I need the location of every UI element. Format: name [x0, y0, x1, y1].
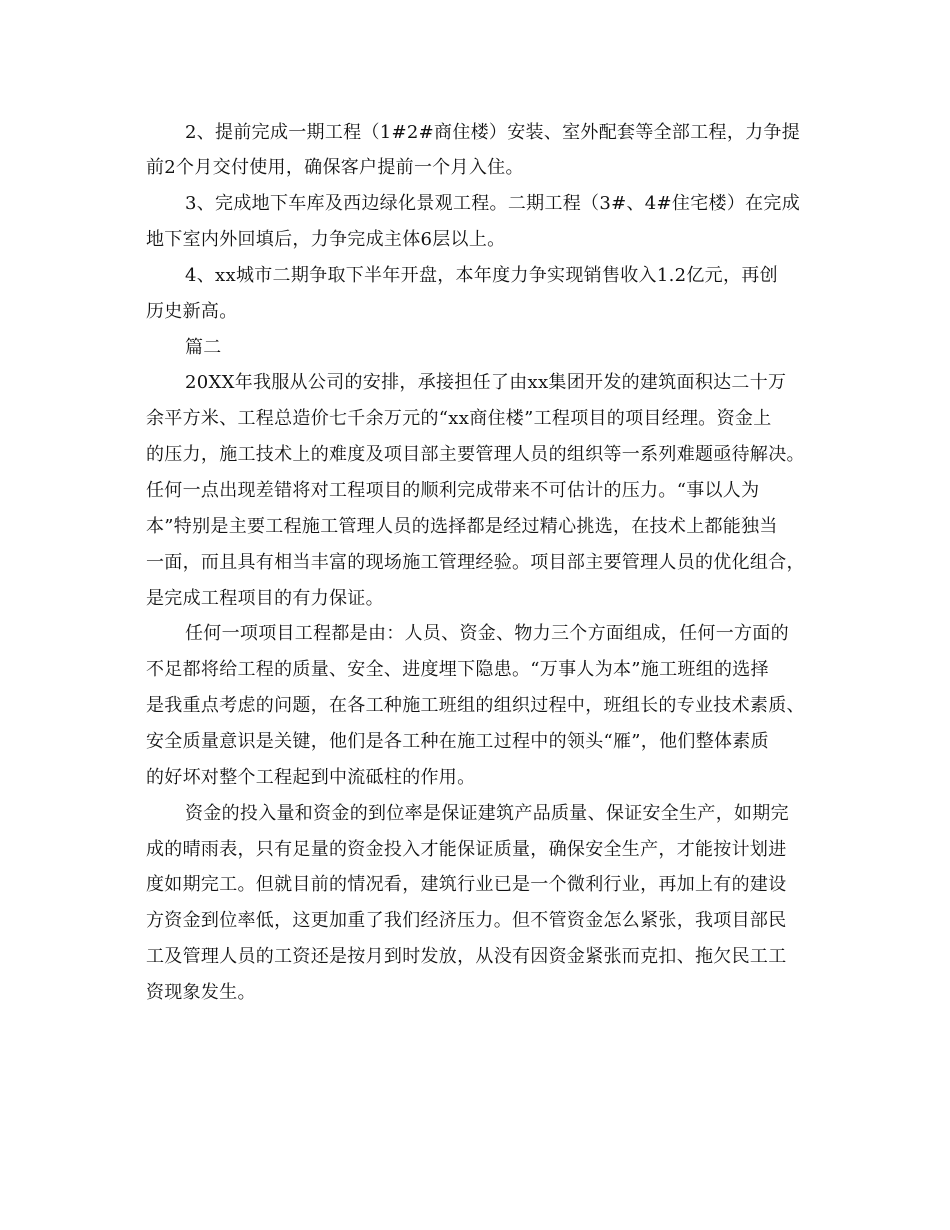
text-line: 资现象发生。 — [146, 982, 256, 1003]
text-line: 不足都将给工程的质量、安全、进度埋下隐患。“万事人为本”施工班组的选择 — [146, 659, 769, 680]
text-line: 安全质量意识是关键，他们是各工种在施工过程中的领头“雁”，他们整体素质 — [146, 731, 769, 752]
text-line: 工及管理人员的工资还是按月到时发放，从没有因资金紧张而克扣、拖欠民工工 — [146, 946, 787, 967]
text-line: 任何一项项目工程都是由：人员、资金、物力三个方面组成，任何一方面的 — [185, 623, 789, 644]
text-line: 本”特别是主要工程施工管理人员的选择都是经过精心挑选，在技术上都能独当 — [146, 516, 778, 537]
text-line: 一面，而且具有相当丰富的现场施工管理经验。项目部主要管理人员的优化组合， — [146, 552, 805, 573]
text-line: 余平方米、工程总造价七千余万元的“xx商住楼”工程项目的项目经理。资金上 — [146, 408, 772, 429]
text-line: 20XX年我服从公司的安排，承接担任了由xx集团开发的建筑面积达二十万 — [185, 372, 787, 393]
text-line: 的压力，施工技术上的难度及项目部主要管理人员的组织等一系列难题亟待解决。 — [146, 444, 805, 465]
text-line: 历史新高。 — [146, 301, 238, 322]
section-heading: 篇二 — [185, 337, 222, 358]
text-line: 任何一点出现差错将对工程项目的顺利完成带来不可估计的压力。“事以人为 — [146, 480, 760, 501]
text-line: 2、提前完成一期工程（1#2#商住楼）安装、室外配套等全部工程，力争提 — [185, 122, 801, 143]
text-line: 地下室内外回填后，力争完成主体6层以上。 — [146, 229, 506, 250]
text-line: 是完成工程项目的有力保证。 — [146, 588, 384, 609]
text-line: 度如期完工。但就目前的情况看，建筑行业已是一个微利行业，再加上有的建设 — [146, 874, 787, 895]
text-line: 是我重点考虑的问题，在各工种施工班组的组织过程中，班组长的专业技术素质、 — [146, 695, 805, 716]
text-line: 资金的投入量和资金的到位率是保证建筑产品质量、保证安全生产，如期完 — [185, 803, 789, 824]
text-line: 成的晴雨表，只有足量的资金投入才能保证质量，确保安全生产，才能按计划进 — [146, 839, 787, 860]
text-line: 方资金到位率低，这更加重了我们经济压力。但不管资金怎么紧张，我项目部民 — [146, 910, 787, 931]
text-line: 3、完成地下车库及西边绿化景观工程。二期工程（3#、4#住宅楼）在完成 — [185, 193, 801, 214]
text-line: 前2个月交付使用，确保客户提前一个月入住。 — [146, 157, 524, 178]
text-line: 的好坏对整个工程起到中流砥柱的作用。 — [146, 767, 476, 788]
text-line: 4、xx城市二期争取下半年开盘，本年度力争实现销售收入1.2亿元，再创 — [185, 265, 778, 286]
